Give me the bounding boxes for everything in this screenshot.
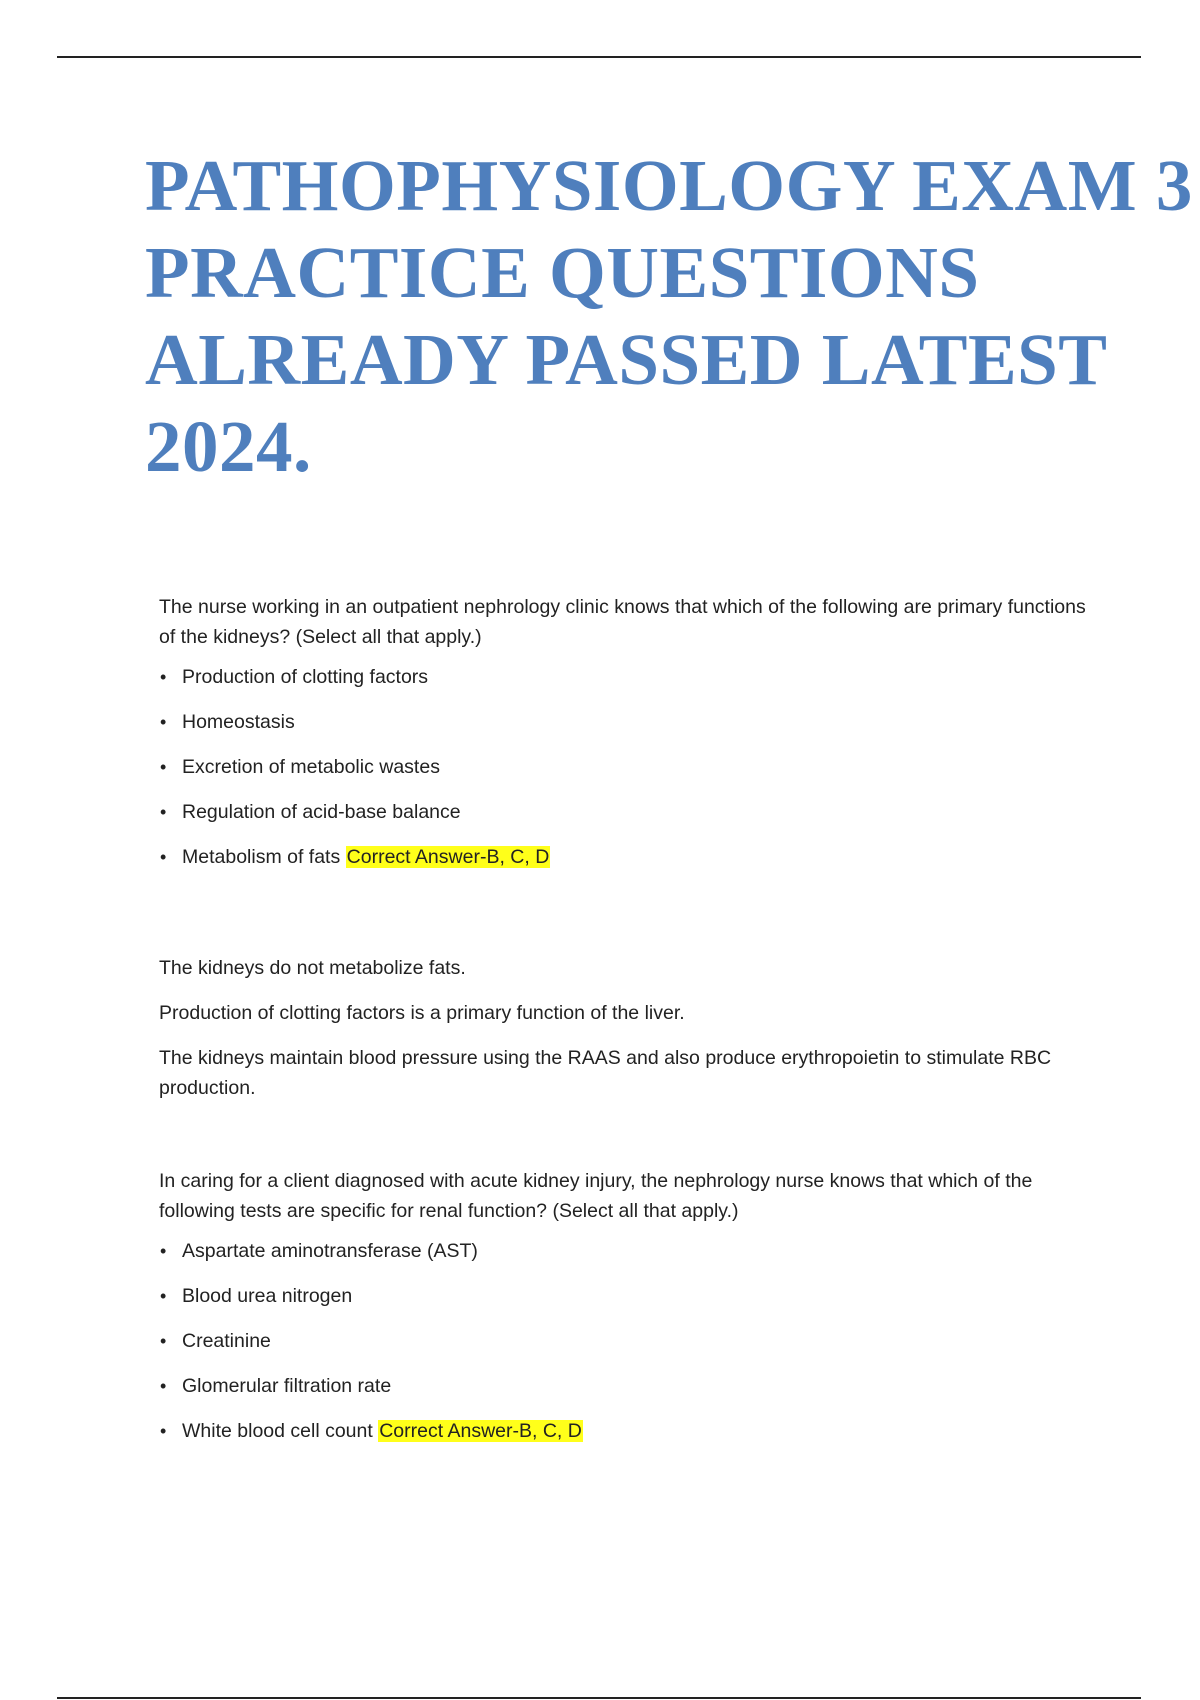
correct-answer-highlight: Correct Answer-B, C, D: [379, 1420, 582, 1442]
option-text: Excretion of metabolic wastes: [182, 756, 440, 778]
correct-answer-highlight: Correct Answer-B, C, D: [346, 846, 550, 868]
question-text: In caring for a client diagnosed with acute kidney injury, the nephrology nurse knows that which of the following tests are specific for renal function? (Select all that apply.): [159, 1170, 1033, 1222]
bullet-icon: •: [160, 1286, 167, 1306]
question-1: [159, 592, 1099, 1103]
bullet-icon: •: [160, 1421, 167, 1441]
bullet-icon: •: [160, 712, 167, 732]
option-text: Aspartate aminotransferase (AST): [182, 1240, 478, 1262]
answer-explanations: [159, 953, 1099, 1103]
document-body: [159, 592, 1099, 1461]
title-line: 2024.: [145, 406, 312, 487]
answer-options: [159, 1236, 1099, 1461]
bullet-icon: •: [160, 757, 167, 777]
explanation-text: The kidneys do not metabolize fats.: [159, 957, 466, 979]
top-rule: [57, 56, 1141, 58]
answer-option: [159, 752, 1099, 797]
bullet-icon: •: [160, 667, 167, 687]
answer-option: [159, 1281, 1099, 1326]
title-line: PRACTICE QUESTIONS: [145, 232, 980, 313]
option-text: Metabolism of fats: [182, 846, 341, 868]
answer-option: [159, 662, 1099, 707]
bullet-icon: •: [160, 802, 167, 822]
bullet-icon: •: [160, 1331, 167, 1351]
answer-options: [159, 662, 1099, 887]
option-text: Creatinine: [182, 1330, 271, 1352]
answer-option: [159, 797, 1099, 842]
title-line: PATHOPHYSIOLOGY EXAM 3: [145, 145, 1193, 226]
bullet-icon: •: [160, 1241, 167, 1261]
answer-option: [159, 707, 1099, 752]
answer-option: [159, 1416, 1099, 1461]
answer-option: [159, 842, 1099, 887]
option-text: Homeostasis: [182, 711, 295, 733]
question-text: The nurse working in an outpatient nephrology clinic knows that which of the following are primary functions of the kidneys? (Select all that apply.): [159, 596, 1086, 648]
option-text: White blood cell count: [182, 1420, 373, 1442]
answer-option: [159, 1371, 1099, 1416]
explanation-text: Production of clotting factors is a primary function of the liver.: [159, 1002, 685, 1024]
option-text: Blood urea nitrogen: [182, 1285, 353, 1307]
title-line: ALREADY PASSED LATEST: [145, 319, 1108, 400]
answer-option: [159, 1326, 1099, 1371]
bullet-icon: •: [160, 1376, 167, 1396]
answer-option: [159, 1236, 1099, 1281]
option-text: Glomerular filtration rate: [182, 1375, 392, 1397]
option-text: Regulation of acid-base balance: [182, 801, 461, 823]
question-2: [159, 1166, 1099, 1461]
explanation-text: The kidneys maintain blood pressure using the RAAS and also produce erythropoietin to stimulate RBC production.: [159, 1047, 1052, 1099]
bottom-rule: [57, 1697, 1141, 1699]
option-text: Production of clotting factors: [182, 666, 429, 688]
bullet-icon: •: [160, 847, 167, 867]
page-title: [145, 142, 1193, 490]
